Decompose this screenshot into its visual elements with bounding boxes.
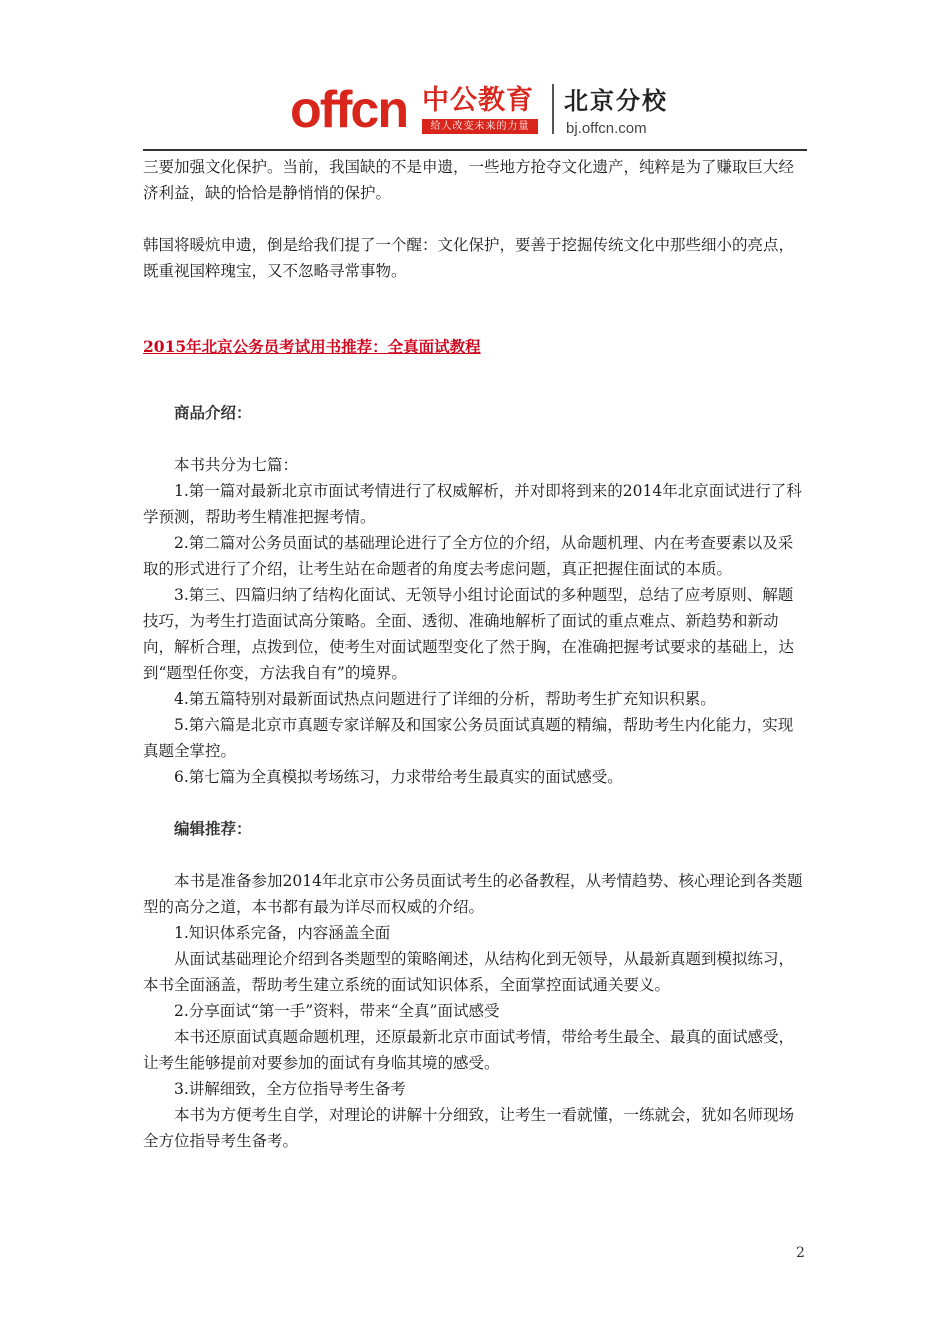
intro-paragraph-2: 韩国将暖炕申遗，倒是给我们提了一个醒：文化保护，要善于挖掘传统文化中那些细小的亮点，既重视国粹瑰宝，又不忽略寻常事物。 xyxy=(143,236,795,280)
brand-slogan: 给人改变未来的力量 xyxy=(422,119,538,134)
editor-recommend-line-1: 本书是准备参加2014年北京市公务员面试考生的必备教程，从考情趋势、核心理论到各类题型的高分之道，本书都有最为详尽而权威的介绍。 xyxy=(143,872,803,916)
editor-recommend-line-3: 从面试基础理论介绍到各类题型的策略阐述，从结构化到无领导，从最新真题到模拟练习，本书全面涵盖，帮助考生建立系统的面试知识体系，全面掌控面试通关要义。 xyxy=(143,950,795,994)
product-intro-lead: 本书共分为七篇： xyxy=(174,456,299,474)
branch-url: bj.offcn.com xyxy=(566,120,647,137)
header-divider xyxy=(143,149,807,151)
book-title-link[interactable]: 2015年北京公务员考试用书推荐：全真面试教程 xyxy=(143,337,481,356)
product-intro-item-3: 3.第三、四篇归纳了结构化面试、无领导小组讨论面试的多种题型，总结了应考原则、解题技巧，为考生打造面试高分策略。全面、透彻、准确地解析了面试的重点难点、新趋势和新动向，解析合理，点拨到位，使考生对面试题型变化了然于胸，在准确把握考试要求的基础上，达到“题型任你变，方法我自有”的境界。 xyxy=(143,586,795,682)
branch-name: 北京分校 xyxy=(564,87,668,115)
page-number: 2 xyxy=(796,1245,805,1261)
brand-block xyxy=(422,86,542,134)
brand-name: 中公教育 xyxy=(422,85,534,116)
editor-recommend-heading: 编辑推荐： xyxy=(174,819,252,838)
product-intro-item-2: 2.第二篇对公务员面试的基础理论进行了全方位的介绍，从命题机理、内在考查要素以及采取的形式进行了介绍，让考生站在命题者的角度去考虑问题，真正把握住面试的本质。 xyxy=(143,534,794,578)
document-body xyxy=(143,154,808,1154)
editor-recommend-line-5: 本书还原面试真题命题机理，还原最新北京市面试考情，带给考生最全、最真的面试感受，让考生能够提前对要参加的面试有身临其境的感受。 xyxy=(143,1028,795,1072)
editor-recommend-line-7: 本书为方便考生自学，对理论的讲解十分细致，让考生一看就懂，一练就会，犹如名师现场全方位指导考生备考。 xyxy=(143,1106,795,1150)
page-header xyxy=(290,74,690,140)
editor-recommend-line-4: 2.分享面试“第一手”资料，带来“全真”面试感受 xyxy=(174,1002,500,1020)
product-intro-item-6: 6.第七篇为全真模拟考场练习，力求带给考生最真实的面试感受。 xyxy=(174,768,623,786)
editor-recommend-line-6: 3.讲解细致，全方位指导考生备考 xyxy=(174,1080,406,1098)
product-intro-item-4: 4.第五篇特别对最新面试热点问题进行了详细的分析，帮助考生扩充知识积累。 xyxy=(174,690,716,708)
product-intro-item-5: 5.第六篇是北京市真题专家详解及和国家公务员面试真题的精编，帮助考生内化能力，实现真题全掌控。 xyxy=(143,716,794,760)
offcn-logo: offcn xyxy=(290,81,408,139)
intro-paragraph-1: 三要加强文化保护。当前，我国缺的不是申遗，一些地方抢夺文化遗产，纯粹是为了赚取巨大经济利益，缺的恰恰是静悄悄的保护。 xyxy=(143,158,795,202)
logo-divider xyxy=(552,84,554,134)
product-intro-item-1: 1.第一篇对最新北京市面试考情进行了权威解析，并对即将到来的2014年北京面试进行了科学预测，帮助考生精准把握考情。 xyxy=(143,482,802,526)
product-intro-heading: 商品介绍： xyxy=(174,403,252,422)
editor-recommend-line-2: 1.知识体系完备，内容涵盖全面 xyxy=(174,924,391,942)
